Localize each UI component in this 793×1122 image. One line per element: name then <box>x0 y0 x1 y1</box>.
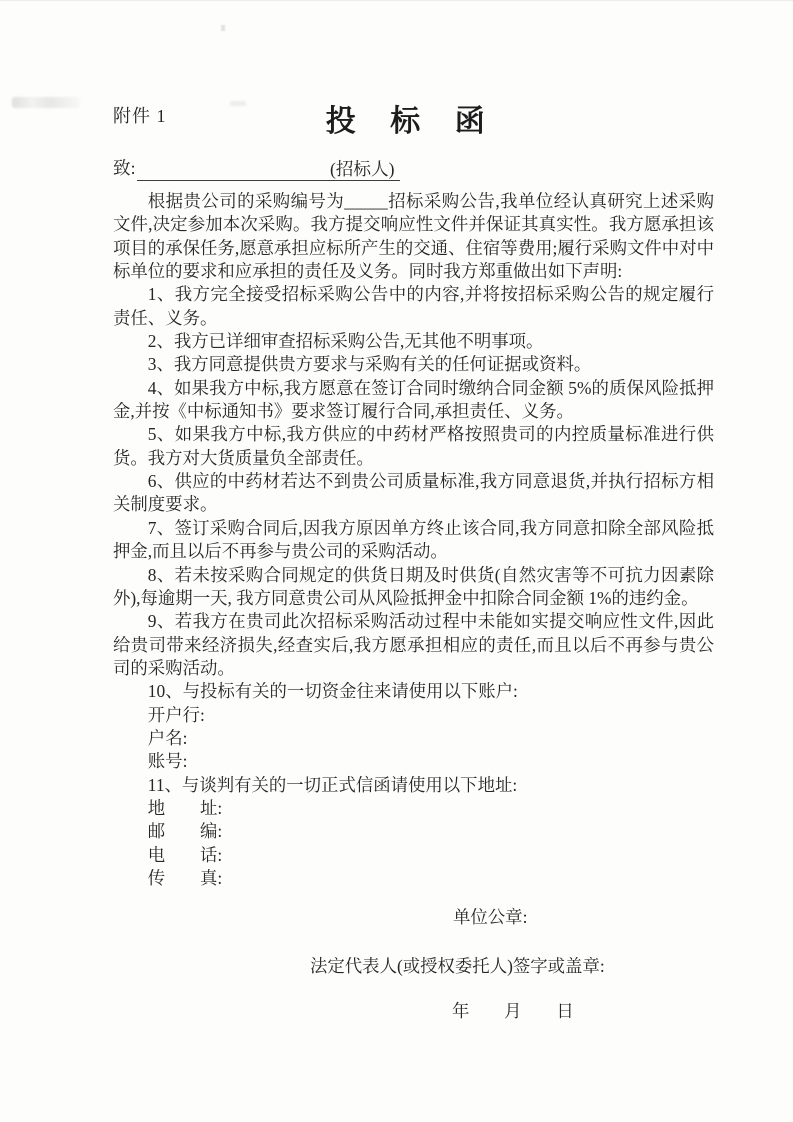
bank-field-account-name: 户名: <box>147 727 188 748</box>
address-field-fax: 传 真: <box>147 867 223 888</box>
declaration-item-4: 4、如果我方中标,我方愿意在签订合同时缴纳合同金额 5%的质保风险抵押金,并按《中标通知书》要求签订履行合同,承担责任、义务。 <box>113 377 714 422</box>
declaration-item-8: 8、若未按采购合同规定的供货日期及时供货(自然灾害等不可抗力因素除外),每逾期一天, 我方同意贵公司从风险抵押金中扣除合同金额 1%的违约金。 <box>113 564 714 608</box>
document-body <box>113 98 714 1023</box>
salutation-prefix: 致: <box>113 158 136 178</box>
declaration-item-6: 6、供应的中药材若达不到贵公司质量标准,我方同意退货,并执行招标方相关制度要求。 <box>113 471 714 515</box>
document-header <box>113 98 714 156</box>
address-field-address: 地 址: <box>147 797 223 818</box>
recipient-label: (招标人) <box>329 159 395 179</box>
document-title: 投标函 <box>325 105 520 138</box>
address-field-postcode: 邮 编: <box>147 821 223 842</box>
declaration-item-3: 3、我方同意提供贵方要求与采购有关的任何证据或资料。 <box>147 354 592 375</box>
bank-field-account-number: 账号: <box>147 751 188 772</box>
declaration-item-7: 7、签订采购合同后,因我方原因单方终止该合同,我方同意扣除全部风险抵押金,而且以后不再参与贵公司的采购活动。 <box>113 517 714 562</box>
attachment-label: 附件 1 <box>113 106 167 126</box>
declaration-item-5: 5、如果我方中标,我方供应的中药材严格按照贵司的内控质量标准进行供货。我方对大货质量负全部责任。 <box>113 424 714 468</box>
intro-paragraph: 根据贵公司的采购编号为_____招标采购公告,我单位经认真研究上述采购文件,决定参加本次采购。我方提交响应性文件并保证其真实性。我方愿承担该项目的承保任务,愿意承担应标所产生的交通、住宿等费用;履行采购文件中对中标单位的要求和应承担的责任及义务。同时我方郑重做出如下声明: <box>113 191 714 282</box>
company-seal-label: 单位公章: <box>453 907 528 928</box>
scan-smudge-artifact <box>12 97 80 108</box>
declaration-item-11: 11、与谈判有关的一切正式信函请使用以下地址: <box>147 774 518 795</box>
declaration-item-1: 1、我方完全接受招标采购公告中的内容,并将按招标采购公告的规定履行责任、义务。 <box>113 284 714 328</box>
declaration-item-10: 10、与投标有关的一切资金往来请使用以下账户: <box>147 681 518 702</box>
scan-dot-artifact <box>221 25 225 31</box>
address-field-phone: 电 话: <box>147 844 223 865</box>
recipient-blank-line <box>137 157 400 181</box>
bank-field-opening-bank: 开户行: <box>147 704 205 725</box>
legal-representative-signature-label: 法定代表人(或授权委托人)签字或盖章: <box>310 955 605 976</box>
declaration-item-9: 9、若我方在贵司此次招标采购活动过程中未能如实提交响应性文件,因此给贵司带来经济损失,经查实后,我方愿承担相应的责任,而且以后不再参与贵公司的采购活动。 <box>113 611 714 678</box>
salutation-line <box>113 156 714 183</box>
date-line: 年 月 日 <box>452 1001 574 1021</box>
declaration-item-2: 2、我方已详细审查招标采购公告,无其他不明事项。 <box>147 331 544 352</box>
